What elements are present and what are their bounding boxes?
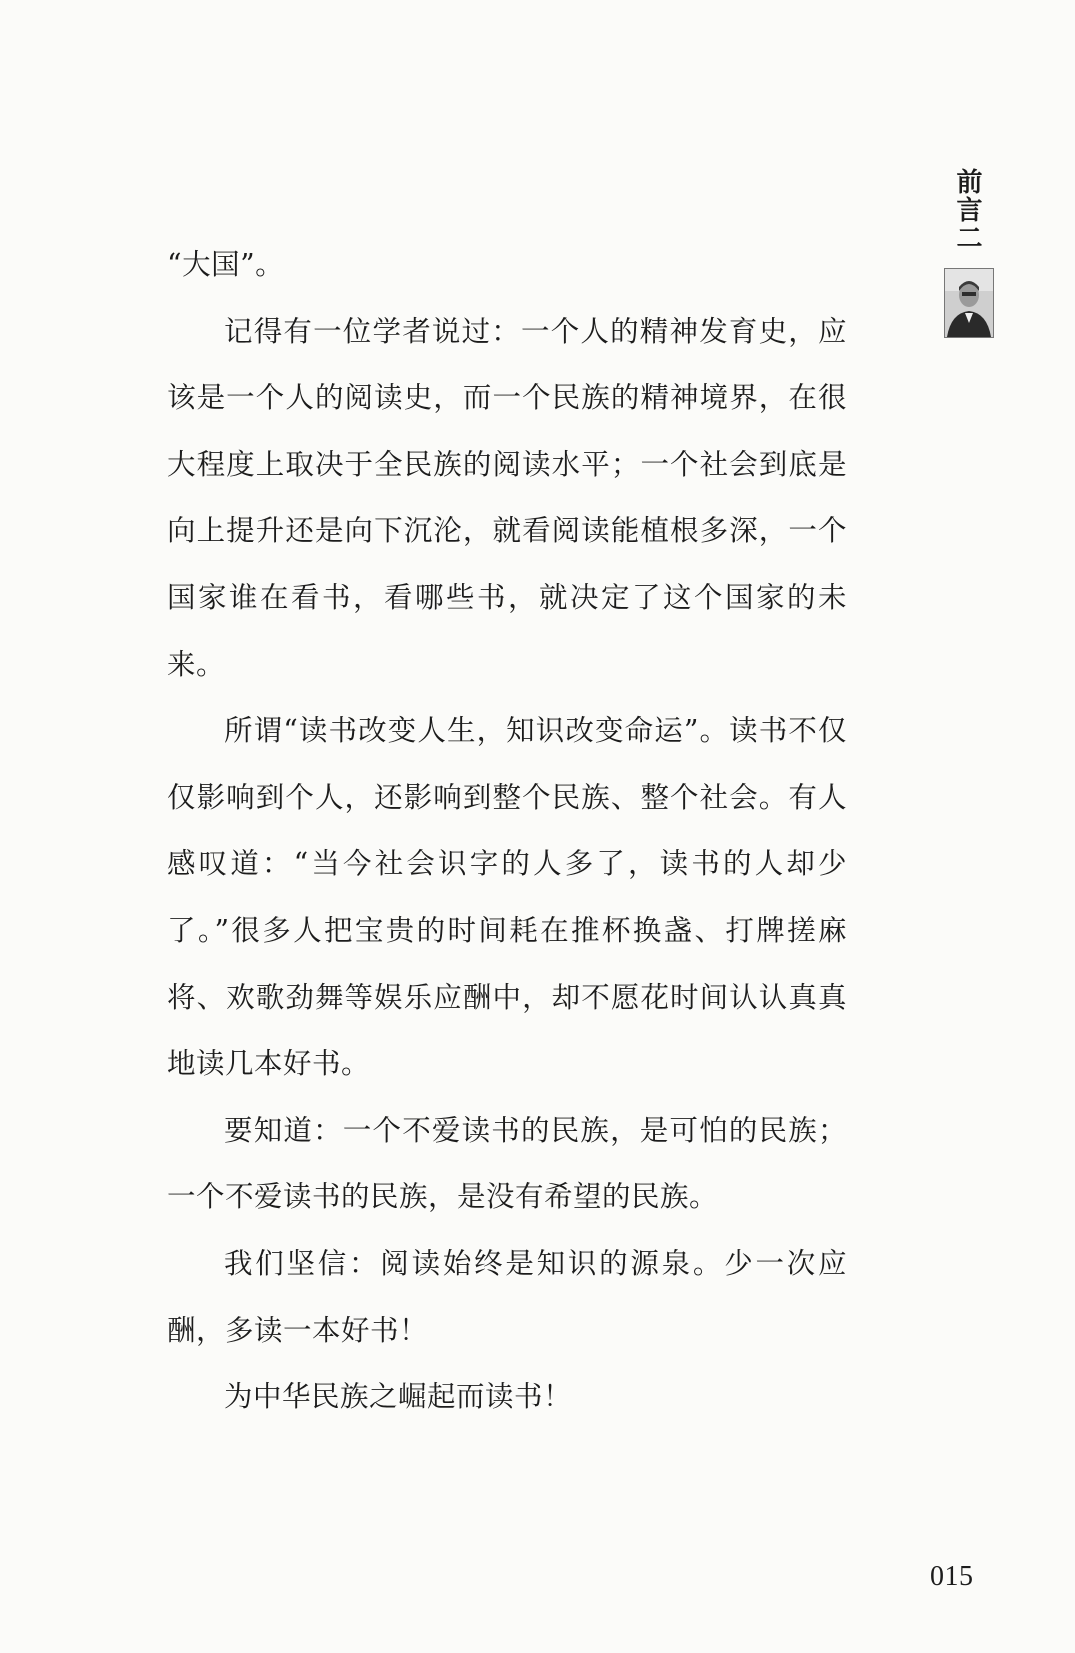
paragraph-1: “大国”。 (167, 248, 285, 281)
paragraph-2: 记得有一位学者说过：一个人的精神发育史，应该是一个人的阅读史，而一个民族的精神境界，在很大程度上取决于全民族的阅读水平；一个社会到底是向上提升还是向下沉沦，就看阅读能植根多深，一个国家谁在看书，看哪些书，就决定了这个国家的未来。 (167, 314, 847, 681)
page-number: 015 (930, 1561, 974, 1592)
portrait-icon (945, 269, 993, 337)
paragraph-3: 所谓“读书改变人生，知识改变命运”。读书不仅仅影响到个人，还影响到整个民族、整个社会。有人感叹道：“当今社会识字的人多了，读书的人却少了。”很多人把宝贵的时间耗在推杯换盏、打牌搓麻将、欢歌劲舞等娱乐应酬中，却不愿花时间认认真真地读几本好书。 (167, 714, 847, 1081)
paragraph-5: 我们坚信：阅读始终是知识的源泉。少一次应酬，多读一本好书！ (167, 1246, 847, 1347)
author-portrait-image (944, 268, 994, 338)
paragraph-6: 为中华民族之崛起而读书！ (224, 1380, 573, 1414)
body-text (167, 232, 847, 1431)
chapter-side-title: 前言二 (952, 168, 982, 252)
paragraph-4: 要知道：一个不爱读书的民族，是可怕的民族；一个不爱读书的民族，是没有希望的民族。 (167, 1113, 847, 1214)
